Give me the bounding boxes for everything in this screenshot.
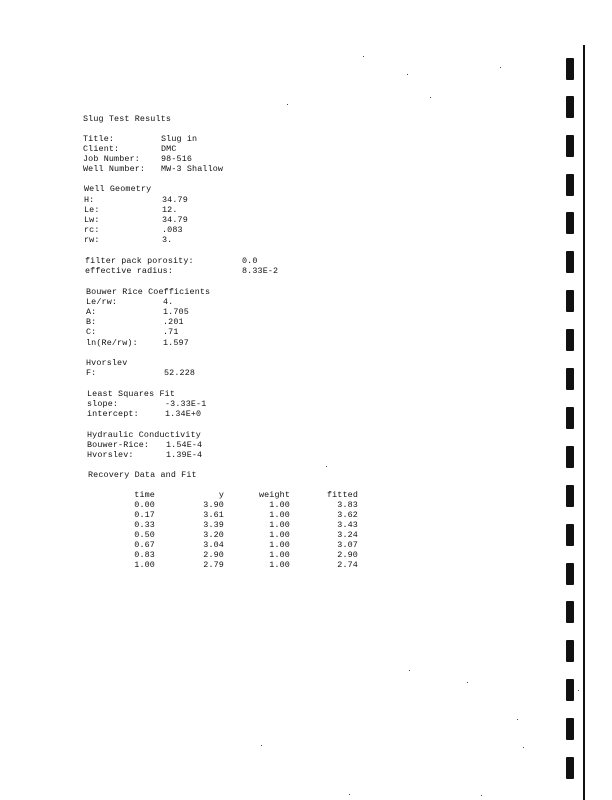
header-label: Title: bbox=[83, 134, 115, 144]
cell-fitted: 2.90 bbox=[337, 550, 358, 560]
section-heading: Bouwer Rice Coefficients bbox=[86, 287, 211, 297]
param-label: slope: bbox=[87, 399, 119, 409]
param-value: .201 bbox=[163, 317, 184, 327]
cell-fitted: 2.74 bbox=[337, 560, 358, 570]
cell-time: 0.17 bbox=[134, 510, 155, 520]
param-label: rc: bbox=[84, 225, 100, 235]
param-label: Hvorslev: bbox=[87, 450, 134, 460]
scan-speck bbox=[481, 795, 482, 796]
param-label: rw: bbox=[84, 235, 100, 245]
cell-weight: 1.00 bbox=[269, 560, 290, 570]
scan-speck bbox=[500, 67, 501, 68]
header-value: DMC bbox=[161, 144, 177, 154]
cell-y: 3.04 bbox=[203, 540, 224, 550]
header-label: Job Number: bbox=[83, 154, 140, 164]
cell-y: 3.61 bbox=[203, 510, 224, 520]
section-heading: Recovery Data and Fit bbox=[88, 470, 197, 480]
scan-speck bbox=[349, 794, 350, 795]
param-value: 8.33E-2 bbox=[242, 266, 279, 276]
binder-mark bbox=[566, 485, 574, 507]
section-heading: Least Squares Fit bbox=[87, 389, 175, 399]
param-label: effective radius: bbox=[85, 266, 173, 276]
cell-y: 3.20 bbox=[203, 530, 224, 540]
param-value: 34.79 bbox=[162, 195, 188, 205]
header-value: 98-516 bbox=[161, 154, 193, 164]
scan-speck bbox=[517, 719, 518, 720]
param-value: .083 bbox=[162, 225, 183, 235]
cell-time: 0.00 bbox=[134, 500, 155, 510]
cell-weight: 1.00 bbox=[269, 540, 290, 550]
param-label: Le/rw: bbox=[86, 297, 118, 307]
binder-mark bbox=[566, 96, 574, 118]
param-value: 12. bbox=[162, 205, 178, 215]
scan-speck bbox=[287, 104, 288, 105]
param-value: 4. bbox=[163, 297, 174, 307]
scan-speck bbox=[409, 670, 410, 671]
cell-fitted: 3.24 bbox=[337, 530, 358, 540]
header-value: MW-3 Shallow bbox=[161, 164, 224, 174]
binder-mark bbox=[566, 563, 574, 585]
section-heading: Well Geometry bbox=[84, 184, 152, 194]
cell-fitted: 3.62 bbox=[337, 510, 358, 520]
column-header: fitted bbox=[326, 490, 358, 500]
scan-speck bbox=[523, 747, 524, 748]
cell-time: 0.67 bbox=[134, 540, 155, 550]
binder-mark bbox=[566, 407, 574, 429]
cell-weight: 1.00 bbox=[269, 510, 290, 520]
binder-mark bbox=[566, 524, 574, 546]
param-value: 1.39E-4 bbox=[166, 450, 203, 460]
param-label: F: bbox=[86, 368, 97, 378]
binder-mark bbox=[566, 640, 574, 662]
header-label: Well Number: bbox=[83, 164, 146, 174]
param-value: 1.34E+0 bbox=[165, 409, 202, 419]
cell-weight: 1.00 bbox=[269, 530, 290, 540]
param-value: .71 bbox=[163, 327, 179, 337]
column-header: time bbox=[134, 490, 155, 500]
cell-fitted: 3.83 bbox=[337, 500, 358, 510]
header-value: Slug in bbox=[161, 134, 198, 144]
param-label: H: bbox=[84, 195, 95, 205]
scan-speck bbox=[430, 97, 431, 98]
binder-mark bbox=[566, 251, 574, 273]
param-label: ln(Re/rw): bbox=[86, 338, 138, 348]
scan-speck bbox=[363, 56, 364, 57]
scan-speck bbox=[467, 682, 468, 683]
cell-y: 2.90 bbox=[203, 550, 224, 560]
param-value: 0.0 bbox=[242, 256, 258, 266]
scan-speck bbox=[578, 690, 579, 691]
binder-mark bbox=[566, 174, 574, 196]
cell-y: 2.79 bbox=[203, 560, 224, 570]
scan-speck bbox=[326, 466, 327, 467]
param-value: 1.597 bbox=[163, 338, 189, 348]
binder-mark bbox=[566, 757, 574, 779]
binder-mark bbox=[566, 446, 574, 468]
binder-mark bbox=[566, 329, 574, 351]
cell-weight: 1.00 bbox=[269, 500, 290, 510]
cell-y: 3.90 bbox=[203, 500, 224, 510]
column-header: y bbox=[218, 490, 224, 500]
binder-mark bbox=[566, 58, 574, 80]
header-label: Client: bbox=[83, 144, 120, 154]
param-label: Le: bbox=[84, 205, 100, 215]
param-value: 3. bbox=[162, 235, 173, 245]
binder-mark bbox=[566, 679, 574, 701]
scan-speck bbox=[261, 745, 262, 746]
cell-weight: 1.00 bbox=[269, 550, 290, 560]
cell-time: 0.33 bbox=[134, 520, 155, 530]
cell-time: 0.50 bbox=[134, 530, 155, 540]
section-heading: Hvorslev bbox=[86, 358, 128, 368]
param-value: -3.33E-1 bbox=[165, 399, 207, 409]
binder-mark bbox=[566, 135, 574, 157]
param-label: Bouwer-Rice: bbox=[87, 440, 150, 450]
right-margin-rule bbox=[583, 45, 585, 800]
param-label: Lw: bbox=[84, 215, 100, 225]
binder-mark bbox=[566, 718, 574, 740]
cell-fitted: 3.07 bbox=[337, 540, 358, 550]
param-label: filter pack porosity: bbox=[85, 256, 194, 266]
cell-time: 1.00 bbox=[134, 560, 155, 570]
param-value: 1.705 bbox=[163, 307, 189, 317]
param-label: intercept: bbox=[87, 409, 139, 419]
binder-mark bbox=[566, 368, 574, 390]
binder-mark bbox=[566, 212, 574, 234]
column-header: weight bbox=[258, 490, 290, 500]
cell-y: 3.39 bbox=[203, 520, 224, 530]
param-label: A: bbox=[86, 307, 97, 317]
scan-speck bbox=[407, 74, 408, 75]
param-value: 52.228 bbox=[164, 368, 196, 378]
param-label: B: bbox=[86, 317, 97, 327]
cell-weight: 1.00 bbox=[269, 520, 290, 530]
section-heading: Hydraulic Conductivity bbox=[87, 430, 201, 440]
param-label: C: bbox=[86, 327, 97, 337]
binder-mark bbox=[566, 290, 574, 312]
cell-time: 0.83 bbox=[134, 550, 155, 560]
report-title: Slug Test Results bbox=[83, 114, 171, 124]
cell-fitted: 3.43 bbox=[337, 520, 358, 530]
param-value: 1.54E-4 bbox=[166, 440, 203, 450]
param-value: 34.79 bbox=[162, 215, 188, 225]
binder-mark bbox=[566, 601, 574, 623]
